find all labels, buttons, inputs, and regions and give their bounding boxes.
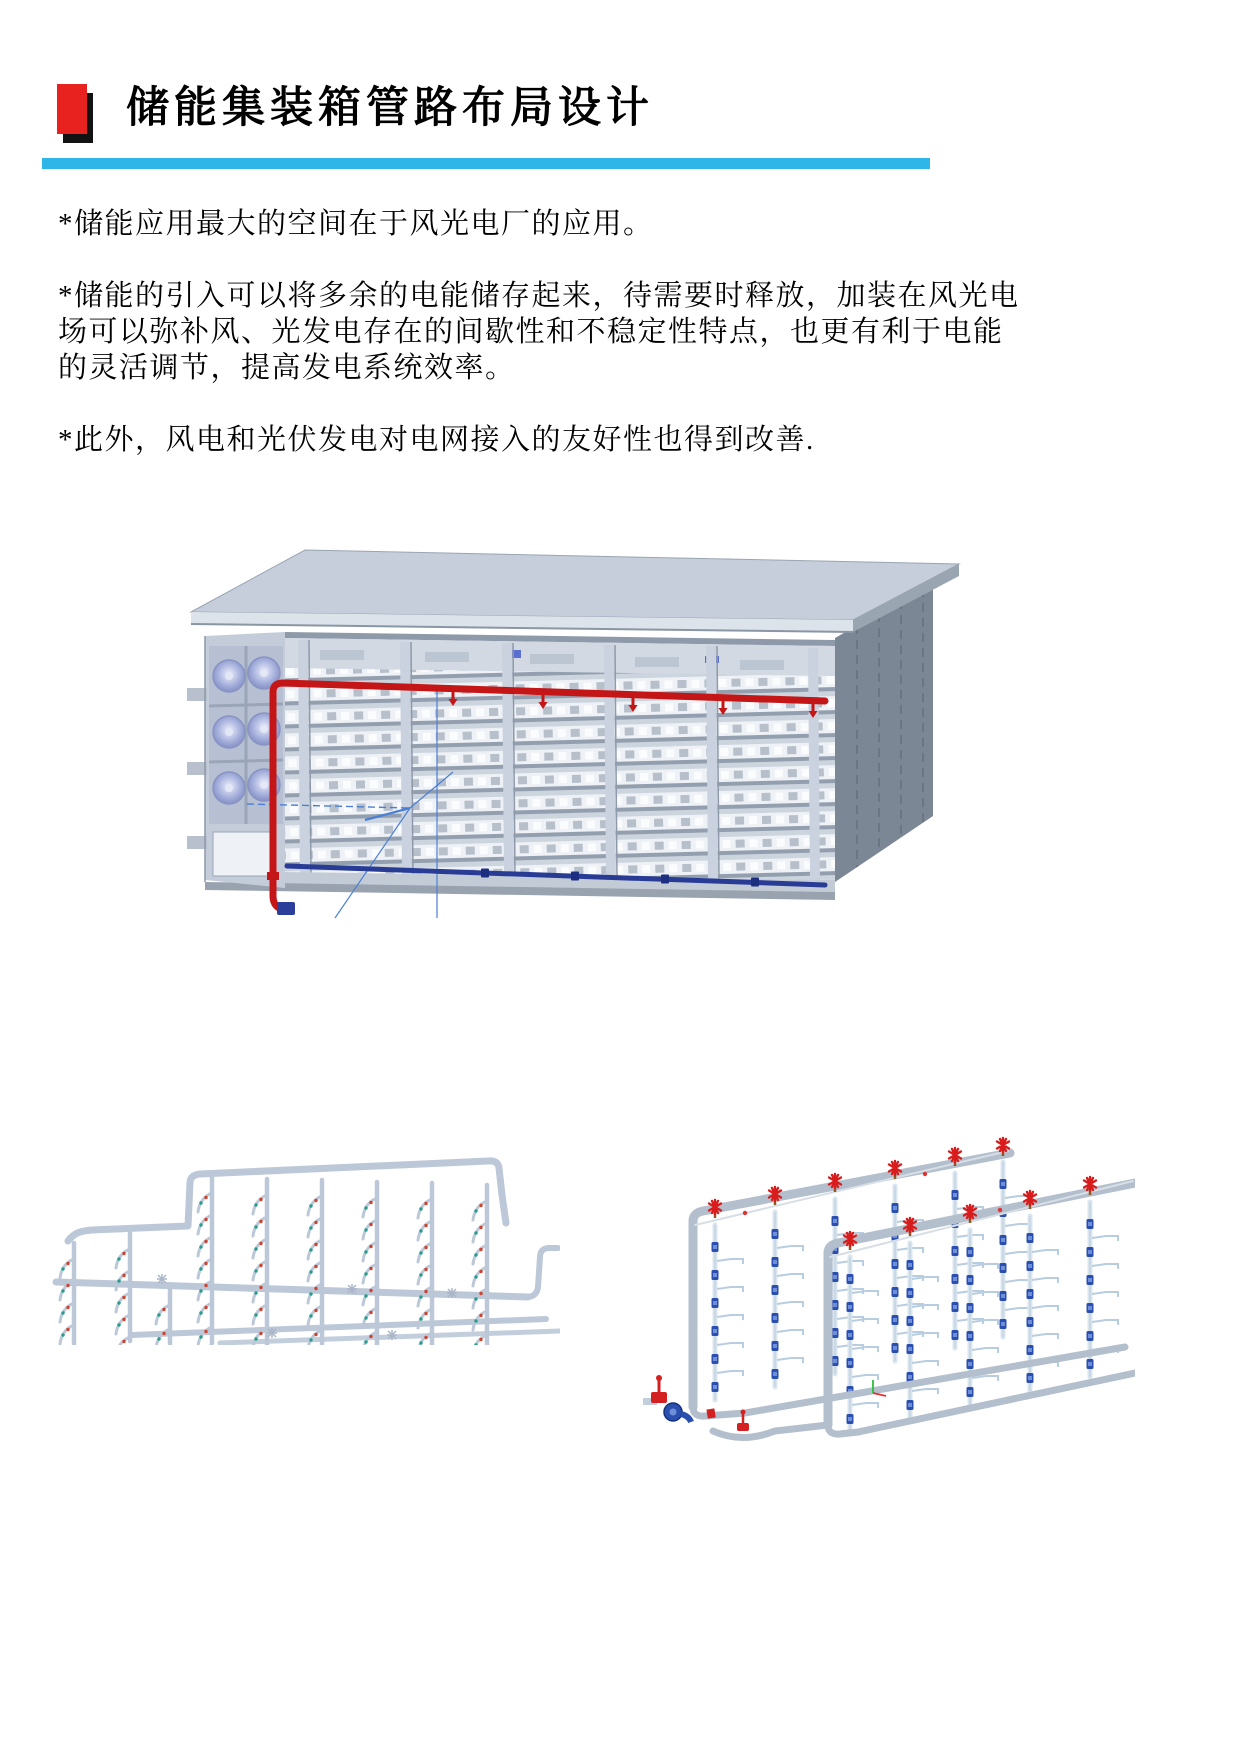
piping-layout-left-figure: [40, 1035, 560, 1345]
title-marker: [57, 84, 97, 146]
intro-paragraphs: [58, 206, 1033, 494]
paragraph-1: *储能应用最大的空间在于风光电厂的应用。: [58, 208, 654, 240]
battery-racks: [205, 632, 835, 900]
paragraph-2: *储能的引入可以将多余的电能储存起来，待需要时释放，加装在风光电场可以弥补风、光发电存在的间歇性和不稳定性特点，也更有利于电能的灵活调节，提高发电系统效率。: [58, 280, 1020, 384]
red-pipe-valve: [267, 872, 279, 880]
return-headers: [693, 1347, 1135, 1437]
side-tab: [187, 688, 207, 701]
riser-pipes-upper: [60, 1177, 487, 1345]
red-pipe-band: [706, 1408, 715, 1418]
pump-assembly: [643, 1375, 691, 1422]
piping-layout-right-figure: [595, 1025, 1135, 1445]
container-roof: [191, 550, 959, 632]
title-underline-bar: [42, 158, 930, 169]
pump-unit: [277, 902, 295, 915]
page-title: 储能集装箱管路布局设计: [126, 84, 654, 132]
container-3d-figure: [185, 520, 965, 920]
side-tab: [187, 836, 207, 849]
container-render: [185, 520, 965, 920]
title-marker-red-square: [57, 84, 87, 134]
piping-valves-render: [595, 1025, 1135, 1445]
side-tab: [187, 762, 207, 775]
paragraph-3: *此外，风电和光伏发电对电网接入的友好性也得到改善.: [58, 424, 815, 456]
piping-skeleton-render: [40, 1035, 560, 1345]
